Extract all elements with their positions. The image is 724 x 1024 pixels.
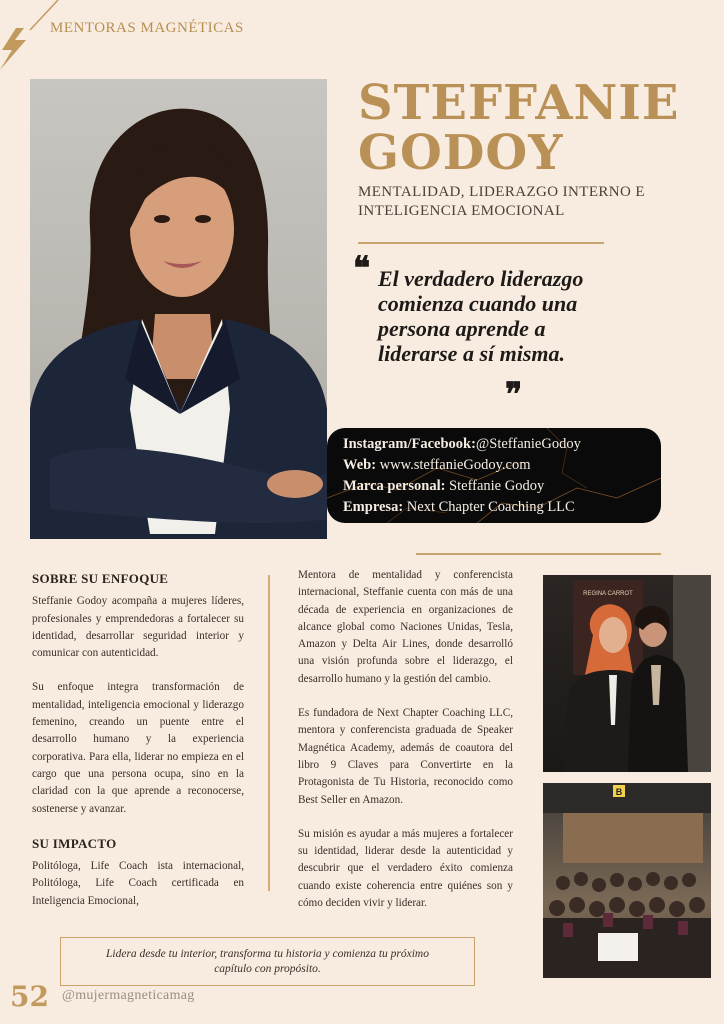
profile-subtitle (358, 183, 678, 221)
impact-paragraph: Politóloga, Life Coach ista internacional, Politóloga, Life Coach certificada en Inteligencia Emocional, (32, 860, 244, 907)
close-quote-icon: ❞ (505, 375, 523, 413)
last-name: GODOY (358, 125, 564, 181)
focus-paragraph-2: Su enfoque integra transformación de mentalidad, inteligencia emocional y liderazgo femenino, creando un puente entre el desarrollo humano y la experiencia corporativa. Para ella, liderar no empieza en el cargo que una persona ocupa, sino en la claridad con la que aprende a reconocerse, sostenerse y avanzar. (32, 681, 244, 815)
contact-box (327, 428, 661, 523)
profile-name (358, 75, 680, 181)
open-quote-icon: ❝ (353, 249, 371, 287)
contact-instagram: Instagram/Facebook:@SteffanieGodoy (343, 436, 581, 452)
column-2-paragraph-2: Es fundadora de Next Chapter Coaching LLC, mentora y conferencista graduada de Speaker Magnética Academy, además de coautora del libro 9 Claves para Convertirte en la Protagonista de Tu Historia, reconocido como Best Seller en Amazon. (298, 707, 513, 806)
column-divider (268, 575, 270, 891)
column-2-paragraph-1: Mentora de mentalidad y conferencista internacional, Steffanie cuenta con más de una década de experiencia en organizaciones de alcance global como Naciones Unidas, Tesla, Amazon y Delta Air Lines, donde desarrolló una visión profunda sobre el liderazgo, el desarrollo humano y la gestión del cambio. (298, 569, 513, 685)
instagram-link[interactable]: @SteffanieGodoy (475, 436, 581, 452)
audience-photo (543, 783, 711, 978)
column-2-paragraph-3: Su misión es ayudar a más mujeres a fortalecer su identidad, liderar desde la autenticidad y descubrir que el verdadero éxito comienza cuando existe coherencia entre quiénes son y cómo deciden vivir y liderar. (298, 827, 513, 910)
focus-heading: SOBRE SU ENFOQUE (32, 571, 169, 586)
call-to-action-box (60, 937, 475, 986)
event-photo (543, 575, 711, 772)
portrait-photo (30, 79, 327, 539)
contact-web: Web: www.steffanieGodoy.com (343, 457, 531, 473)
first-name: STEFFANIE (358, 75, 680, 131)
page-number: 52 (10, 980, 49, 1013)
subtitle-line-1: MENTALIDAD, LIDERAZGO INTERNO E (358, 184, 645, 200)
contact-company: Empresa: Next Chapter Coaching LLC (343, 499, 575, 515)
banner-text: REGINA CARROT (583, 591, 633, 597)
focus-paragraph-1: Steffanie Godoy acompaña a mujeres líderes, profesionales y emprendedoras a fortalecer su identidad, desarrollar seguridad interior y comunicar con autenticidad. (32, 595, 244, 660)
pull-quote: El verdadero liderazgo comienza cuando una persona aprende a liderarse a sí misma. (378, 266, 584, 366)
article-column-1 (32, 570, 244, 927)
web-link[interactable]: www.steffanieGodoy.com (379, 457, 531, 473)
impact-heading: SU IMPACTO (32, 835, 117, 851)
magazine-handle[interactable]: @mujermagneticamag (62, 988, 195, 1003)
subtitle-line-2: INTELIGENCIA EMOCIONAL (358, 203, 565, 219)
divider (416, 553, 661, 555)
room-sign: B (615, 787, 623, 797)
contact-brand: Marca personal: Steffanie Godoy (343, 478, 545, 494)
article-column-2 (298, 567, 513, 929)
divider (358, 242, 604, 244)
call-to-action-text: Lidera desde tu interior, transforma tu historia y comienza tu próximo capítulo con propósito. (106, 947, 429, 975)
section-label: MENTORAS MAGNÉTICAS (50, 20, 244, 36)
